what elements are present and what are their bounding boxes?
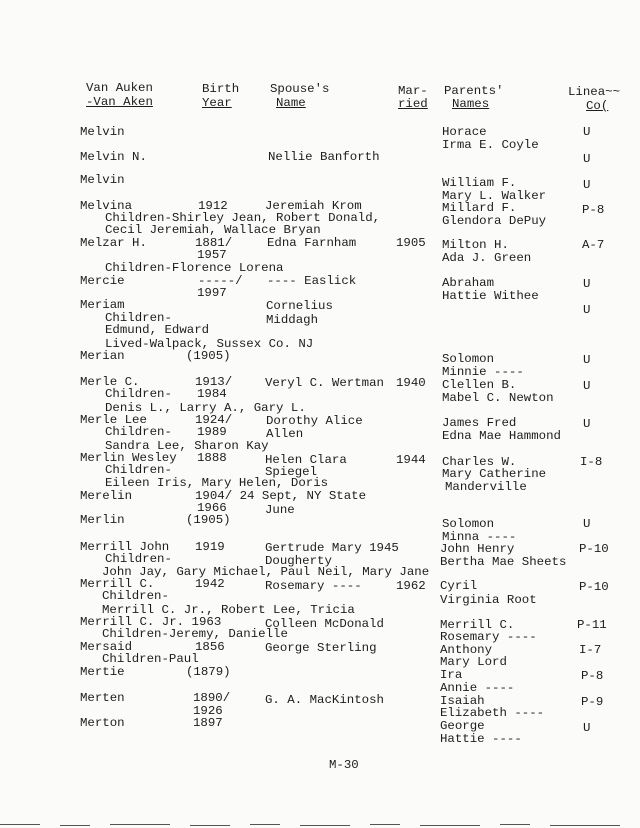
- entry-text: Children-: [105, 425, 172, 439]
- entry-text: Mersaid: [80, 640, 133, 654]
- entry-text: Edna Mae Hammond: [442, 429, 561, 443]
- entry-text: Lived-Walpack, Sussex Co. NJ: [105, 337, 314, 351]
- entry-text: Abraham: [442, 276, 495, 290]
- entry-text: Children-: [105, 552, 172, 566]
- entry-text: Melvin: [80, 173, 125, 187]
- entry-text: Solomon: [442, 517, 495, 531]
- entry-text: U: [583, 417, 591, 431]
- col-head-year: Year: [202, 96, 232, 110]
- entry-text: U: [583, 303, 591, 317]
- entry-text: U: [583, 152, 591, 166]
- entry-text: 1944: [396, 453, 426, 467]
- entry-text: Solomon: [442, 352, 495, 366]
- entry-text: Edna Farnham: [267, 236, 357, 250]
- entry-text: Meriam: [80, 298, 125, 312]
- entry-text: (1905): [186, 349, 231, 363]
- entry-text: Mary Lord: [440, 655, 507, 669]
- entry-text: Milton H.: [442, 238, 509, 252]
- entry-text: 1940: [396, 376, 426, 390]
- entry-text: Veryl C. Wertman: [265, 376, 384, 390]
- col-head-lineage: Linea~~: [568, 85, 621, 99]
- entry-text: Children-: [102, 589, 169, 603]
- entry-text: Merle C.: [80, 375, 140, 389]
- entry-text: 1989: [197, 425, 227, 439]
- entry-text: Children-: [105, 463, 172, 477]
- entry-text: U: [583, 277, 591, 291]
- entry-text: Children-Florence Lorena: [105, 261, 284, 275]
- entry-text: P-11: [577, 618, 607, 632]
- entry-text: Sandra Lee, Sharon Kay: [105, 439, 269, 453]
- entry-text: Elizabeth ----: [440, 706, 545, 720]
- entry-text: Children-: [105, 311, 172, 325]
- col-head-ried: ried: [398, 97, 428, 111]
- entry-text: 1890/: [193, 691, 231, 705]
- entry-text: Irma E. Coyle: [442, 138, 539, 152]
- entry-text: Merelin: [80, 489, 133, 503]
- entry-text: Cyril: [440, 579, 478, 593]
- entry-text: A-7: [582, 238, 605, 252]
- entry-text: P-10: [579, 542, 609, 556]
- entry-text: Melvin: [80, 125, 125, 139]
- entry-text: John Jay, Gary Michael, Paul Neil, Mary Jane: [102, 565, 430, 579]
- entry-text: U: [583, 178, 591, 192]
- entry-text: Minnie ----: [442, 365, 524, 379]
- entry-text: U: [583, 721, 591, 735]
- entry-text: Mercie: [80, 274, 125, 288]
- entry-text: 1912: [198, 199, 228, 213]
- col-head-van-auken: Van Auken: [86, 81, 153, 95]
- entry-text: 1919: [195, 540, 225, 554]
- entry-text: Spiegel: [265, 465, 318, 479]
- entry-text: Glendora DePuy: [442, 214, 547, 228]
- entry-text: I-7: [579, 643, 602, 657]
- entry-text: Middagh: [266, 313, 319, 327]
- entry-text: P-8: [582, 203, 605, 217]
- entry-text: Merton: [80, 716, 125, 730]
- entry-text: Bertha Mae Sheets: [440, 555, 567, 569]
- page-number: M-30: [329, 758, 359, 772]
- entry-text: Anthony: [440, 643, 493, 657]
- col-head-name: Name: [276, 96, 306, 110]
- entry-text: Melvina: [80, 199, 133, 213]
- entry-text: U: [583, 125, 591, 139]
- entry-text: Cornelius: [266, 299, 333, 313]
- col-head-parents: Parents': [444, 84, 504, 98]
- entry-text: 1904/ 24 Sept, NY State: [195, 489, 367, 503]
- entry-text: 1942: [195, 577, 225, 591]
- entry-text: Merten: [80, 691, 125, 705]
- entry-text: Dougherty: [265, 554, 332, 568]
- entry-text: Denis L., Larry A., Gary L.: [105, 401, 306, 415]
- entry-text: Mabel C. Newton: [442, 391, 554, 405]
- entry-text: Rosemary ----: [265, 579, 362, 593]
- entry-text: James Fred: [442, 416, 517, 430]
- entry-text: U: [583, 379, 591, 393]
- entry-text: Horace: [442, 125, 487, 139]
- entry-text: Merrill John: [80, 540, 170, 554]
- entry-text: George: [440, 719, 485, 733]
- entry-text: -----/: [198, 274, 243, 288]
- entry-text: 1905: [396, 236, 426, 250]
- entry-text: Melzar H.: [80, 236, 147, 250]
- entry-text: Edmund, Edward: [105, 323, 210, 337]
- entry-text: 1997: [197, 286, 227, 300]
- entry-text: (1879): [186, 665, 231, 679]
- entry-text: 1856: [195, 640, 225, 654]
- col-head-birth: Birth: [202, 82, 240, 96]
- entry-text: Merrill C. Jr., Robert Lee, Tricia: [102, 603, 355, 617]
- entry-text: John Henry: [440, 542, 515, 556]
- scan-edge-marks: [0, 812, 640, 828]
- entry-text: George Sterling: [265, 641, 377, 655]
- col-head-code: Co(: [586, 99, 609, 113]
- entry-text: Hattie Withee: [442, 289, 539, 303]
- entry-text: P-8: [581, 669, 604, 683]
- entry-text: Merian: [80, 349, 125, 363]
- entry-text: 1926: [193, 704, 223, 718]
- entry-text: 1966: [197, 501, 227, 515]
- entry-text: P-10: [579, 580, 609, 594]
- entry-text: Millard F.: [442, 201, 517, 215]
- entry-text: Merlin Wesley: [80, 451, 177, 465]
- entry-text: P-9: [581, 695, 604, 709]
- entry-text: Cecil Jeremiah, Wallace Bryan: [105, 223, 321, 237]
- col-head-spouses: Spouse's: [270, 82, 330, 96]
- entry-text: Merle Lee: [80, 413, 147, 427]
- col-head-names: Names: [452, 97, 490, 111]
- entry-text: Children-Shirley Jean, Robert Donald,: [105, 211, 381, 225]
- entry-text: Merrill C.: [80, 577, 155, 591]
- entry-text: U: [583, 517, 591, 531]
- entry-text: Dorothy Alice: [266, 414, 363, 428]
- entry-text: Clellen B.: [442, 378, 517, 392]
- entry-text: 1924/: [195, 413, 233, 427]
- entry-text: Helen Clara: [265, 453, 347, 467]
- entry-text: Children-: [105, 387, 172, 401]
- entry-text: Melvin N.: [80, 150, 147, 164]
- entry-text: Ada J. Green: [442, 251, 532, 265]
- entry-text: Minna ----: [442, 530, 517, 544]
- entry-text: Virginia Root: [440, 593, 537, 607]
- entry-text: Hattie ----: [440, 732, 522, 746]
- entry-text: Ira: [440, 668, 463, 682]
- col-head-van-aken: -Van Aken: [86, 95, 153, 109]
- entry-text: 1897: [193, 716, 223, 730]
- entry-text: ---- Easlick: [267, 274, 357, 288]
- entry-text: Eileen Iris, Mary Helen, Doris: [105, 476, 329, 490]
- entry-text: Colleen McDonald: [265, 617, 384, 631]
- entry-text: 1888: [197, 451, 227, 465]
- entry-text: I-8: [580, 455, 603, 469]
- entry-text: U: [583, 353, 591, 367]
- entry-text: 1881/: [195, 236, 233, 250]
- entry-text: Charles W.: [442, 455, 517, 469]
- entry-text: Annie ----: [440, 681, 515, 695]
- entry-text: Merrill C. Jr. 1963: [80, 615, 222, 629]
- entry-text: 1962: [396, 579, 426, 593]
- entry-text: Isaiah: [440, 694, 485, 708]
- entry-text: June: [265, 503, 295, 517]
- entry-text: 1913/: [195, 375, 233, 389]
- entry-text: Nellie Banforth: [268, 150, 380, 164]
- entry-text: Children-Paul: [102, 652, 199, 666]
- entry-text: Manderville: [445, 480, 527, 494]
- entry-text: Allen: [266, 427, 304, 441]
- entry-text: Gertrude Mary 1945: [265, 541, 399, 555]
- entry-text: G. A. MacKintosh: [265, 693, 384, 707]
- entry-text: Mary L. Walker: [442, 189, 547, 203]
- entry-text: William F.: [442, 176, 517, 190]
- entry-text: (1905): [186, 513, 231, 527]
- entry-text: 1984: [197, 387, 227, 401]
- entry-text: Rosemary ----: [440, 630, 537, 644]
- entry-text: 1957: [197, 248, 227, 262]
- entry-text: Children-Jeremy, Danielle: [102, 627, 288, 641]
- entry-text: Merrill C.: [440, 618, 515, 632]
- col-head-mar: Mar-: [398, 84, 428, 98]
- entry-text: Merlin: [80, 513, 125, 527]
- entry-text: Mertie: [80, 665, 125, 679]
- entry-text: Jeremiah Krom: [265, 199, 362, 213]
- entry-text: Mary Catherine: [442, 467, 547, 481]
